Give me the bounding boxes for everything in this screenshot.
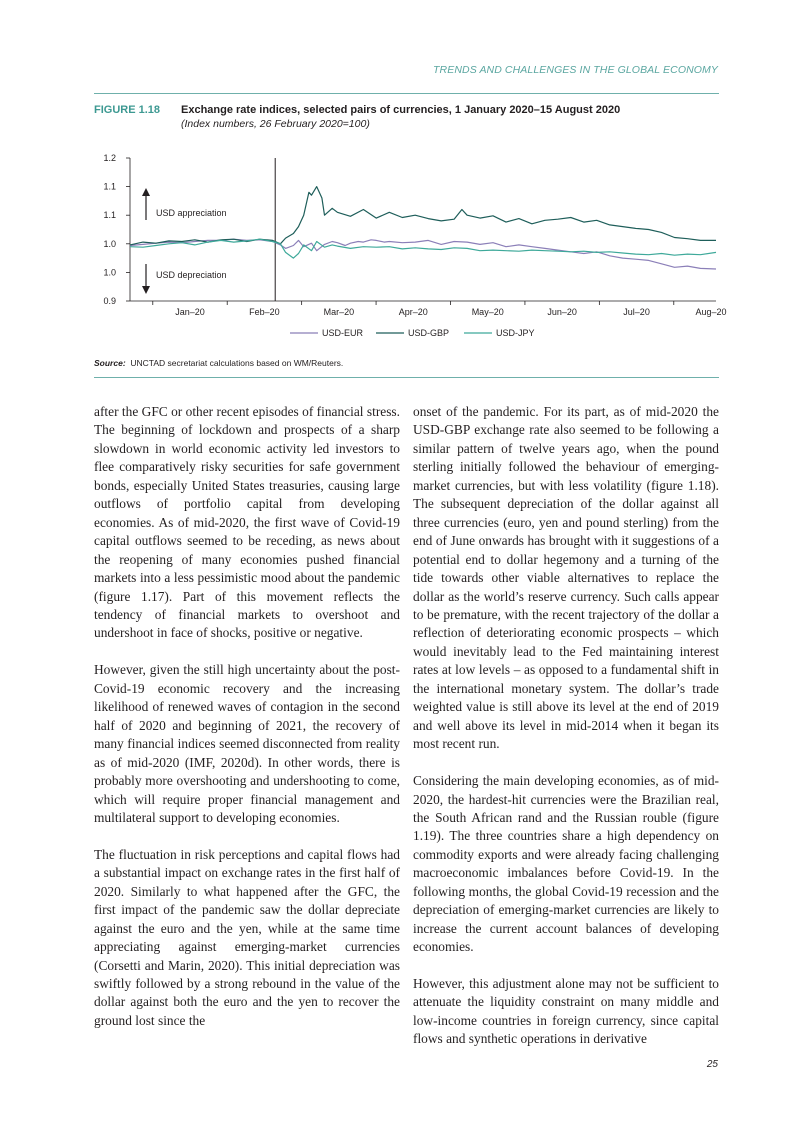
legend-label-usd-gbp: USD-GBP bbox=[408, 328, 450, 338]
running-header: TRENDS AND CHALLENGES IN THE GLOBAL ECONOMY bbox=[433, 64, 718, 76]
body-column-left bbox=[94, 403, 400, 1049]
x-tick-label: Apr–20 bbox=[398, 307, 428, 317]
up-arrow-icon bbox=[142, 188, 150, 196]
legend-label-usd-jpy: USD-JPY bbox=[496, 328, 535, 338]
header-rule bbox=[94, 93, 719, 94]
x-tick-label: Jun–20 bbox=[547, 307, 577, 317]
x-tick-label: Jul–20 bbox=[623, 307, 650, 317]
source-label: Source: bbox=[94, 358, 126, 368]
body-column-right bbox=[413, 403, 719, 1067]
figure-label: FIGURE 1.18 bbox=[94, 104, 161, 116]
annotation-usd-depreciation: USD depreciation bbox=[156, 270, 227, 280]
y-tick-label: 1.2 bbox=[103, 153, 116, 163]
paragraph: However, given the still high uncertainty about the post-Covid-19 economic recovery and the increasing likelihood of renewed waves of contagion in the second half of 2020 and beginning of 2021, the recovery of many financial indices seemed disconnected from reality as of mid-2020 (IMF, 2020d). In other words, there is probably more overshooting and undershooting to come, which will require proper financial management and multilateral support to developing economies. bbox=[94, 662, 400, 825]
series-lines bbox=[130, 187, 716, 269]
paragraph: The fluctuation in risk perceptions and capital flows had a substantial impact on exchange rates in the first half of 2020. Similarly to what happened after the GFC, the first impact of the pandemic saw the dollar depreciate against the euro and the yen, while at the same time appreciating against emerging-market currencies (Corsetti and Marin, 2020). This initial depreciation was swiftly followed by a strong rebound in the value of the dollar against both the euro and the yen to recover the ground lost since the bbox=[94, 846, 400, 1028]
paragraph: Considering the main developing economies, as of mid-2020, the hardest-hit currencies were the Brazilian real, the South African rand and the Russian rouble (figure 1.19). The three countries share a high dependency on commodity exports and were already facing challenging macroeconomic imbalances before Covid-19. In the following months, the global Covid-19 recession and the depreciation of emerging-market currencies are likely to increase the current account balances of developing economies. bbox=[413, 773, 719, 955]
chart-legend bbox=[290, 328, 535, 338]
figure-title: Exchange rate indices, selected pairs of currencies, 1 January 2020–15 August 2020 bbox=[181, 104, 621, 116]
y-tick-label: 0.9 bbox=[103, 296, 116, 306]
series-line-usd-jpy bbox=[130, 239, 716, 258]
page-number: 25 bbox=[706, 1059, 718, 1070]
x-tick-label: Feb–20 bbox=[249, 307, 280, 317]
appreciation-annotation bbox=[142, 188, 227, 220]
series-line-usd-eur bbox=[130, 239, 716, 269]
source-text: UNCTAD secretariat calculations based on WM/Reuters. bbox=[130, 358, 344, 368]
legend-label-usd-eur: USD-EUR bbox=[322, 328, 364, 338]
x-tick-label: Jan–20 bbox=[175, 307, 205, 317]
down-arrow-icon bbox=[142, 286, 150, 294]
legend-item-usd-gbp bbox=[376, 328, 449, 338]
x-tick-label: Mar–20 bbox=[323, 307, 355, 317]
legend-item-usd-eur bbox=[290, 328, 364, 338]
x-axis bbox=[153, 301, 727, 317]
y-tick-label: 1.1 bbox=[103, 181, 116, 192]
annotation-usd-appreciation: USD appreciation bbox=[156, 208, 227, 218]
y-axis bbox=[103, 153, 130, 306]
legend-item-usd-jpy bbox=[464, 328, 535, 338]
y-tick-label: 1.0 bbox=[103, 238, 116, 249]
figure-subtitle: (Index numbers, 26 February 2020=100) bbox=[181, 118, 370, 130]
x-tick-label: Aug–20 bbox=[695, 307, 727, 317]
paragraph: onset of the pandemic. For its part, as of mid-2020 the USD-GBP exchange rate also seemed to be following a similar pattern of twelve years ago, when the pound sterling initially followed the behaviour of emerging-market currencies, but with less volatility (figure 1.18). The subsequent depreciation of the dollar against all three currencies (euro, yen and pound sterling) from the end of June onwards has brought with it suggestions of a potential end to dollar hegemony and a turning of the tide towards other viable alternatives to replace the dollar as the world’s reserve currency. Such calls appear to be premature, with the recent trajectory of the dollar a reflection of deteriorating economic prospects – which would inevitably lead to the Fed maintaining interest rates at low levels – as opposed to a fundamental shift in the international monetary system. The dollar’s trade weighted value is still above its level at the end of 2019 and well above its level in mid-2014 when it began its most recent run. bbox=[413, 404, 719, 752]
exchange-rate-chart bbox=[94, 148, 727, 348]
figure-bottom-rule bbox=[94, 377, 719, 378]
y-tick-label: 1.1 bbox=[103, 210, 116, 221]
paragraph: after the GFC or other recent episodes of financial stress. The beginning of lockdown and prospects of a sharp slowdown in world economic activity led investors to flee comparatively risky securities for safe government bonds, especially United States treasuries, causing large outflows of portfolio capital from developing economies. As of mid-2020, the first wave of Covid-19 capital outflows seemed to be receding, as news about the reopening of many economies pushed financial markets into a less pessimistic mood about the pandemic (figure 1.17). Part of this movement reflects the tendency of financial markets to overshoot and undershoot in face of shocks, positive or negative. bbox=[94, 404, 400, 641]
depreciation-annotation bbox=[142, 264, 227, 294]
x-tick-label: May–20 bbox=[471, 307, 504, 317]
paragraph: However, this adjustment alone may not be sufficient to attenuate the liquidity constraint on many middle and low-income countries in foreign currency, since capital flows and synthetic operations in derivative bbox=[413, 976, 719, 1047]
figure-source bbox=[94, 358, 343, 368]
y-tick-label: 1.0 bbox=[103, 267, 116, 278]
